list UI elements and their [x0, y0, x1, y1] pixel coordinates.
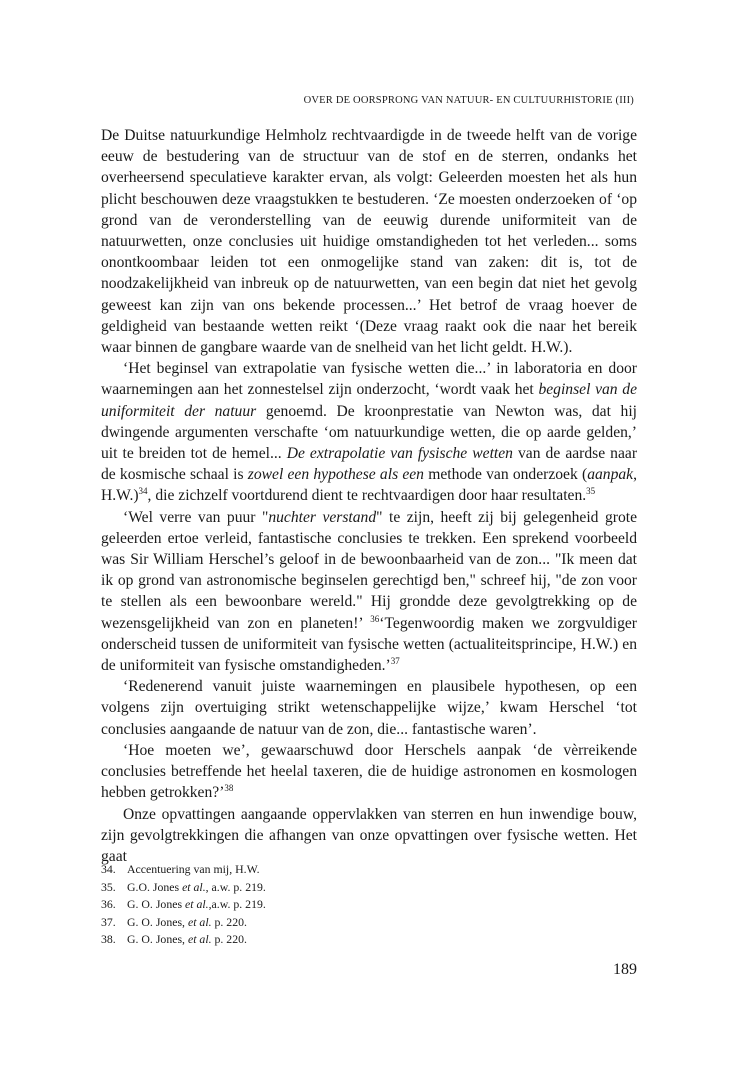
- footnote: [101, 879, 266, 897]
- text-run: " te zijn, heeft zij bij gelegenheid grote geleerden ertoe verleid, fantastische conclusies te trekken. Een sprekend voorbeeld was Sir William Herschel’s geloof in de bewoonbaarheid van de zon... "Ik meen dat ik op grond van astronomische beginselen gerechtigd ben," schreef hij, "de zon voor te stellen als een bewoonbare wereld." Hij grondde deze gevolgtrekking op de wezensgelijkheid van zon en planeten!’: [101, 508, 637, 632]
- italic-run: zowel een hypothese als een: [247, 466, 424, 484]
- text-run: , die zichzelf voortdurend dient te rechtvaardigen door haar resultaten.: [147, 487, 587, 505]
- paragraph-4: ‘Redenerend vanuit juiste waarnemingen en plausibele hypothesen, op een volgens zijn overtuiging strikt wetenschappelijke wijze,’ kwam Herschel ‘tot conclusies aangaande de natuur van de zon, die... fantastische waren’.: [101, 678, 637, 738]
- paragraph-6: Onze opvattingen aangaande oppervlakken van sterren en hun inwendige bouw, zijn gevolgtrekkingen die afhangen van onze opvattingen over fysische wetten. Het gaat: [101, 805, 637, 865]
- italic-run: aanpak: [587, 466, 634, 484]
- text-run: methode van onderzoek (: [423, 466, 588, 484]
- text-run: ‘Hoe moeten we’, gewaarschuwd door Herschels aanpak ‘de vèrreikende conclusies betreffende het heelal taxeren, die de huidige astronomen en kosmologen hebben getrokken?’: [101, 741, 637, 802]
- text-run: ‘Het beginsel van extrapolatie van fysische wetten die...’ in laboratoria en door waarnemingen aan het zonnestelsel zijn onderzocht, ‘wordt vaak het: [101, 360, 637, 399]
- footnote-text: p. 220.: [211, 914, 247, 929]
- footnote-number: 38.: [101, 932, 116, 947]
- footnote-italic: et al.: [187, 914, 212, 929]
- footnote-italic: et al.: [185, 897, 209, 912]
- footnote-number: 36.: [101, 897, 116, 912]
- footnote-ref: 36: [370, 613, 380, 624]
- footnotes: [101, 861, 266, 949]
- footnote-ref: 35: [586, 486, 596, 497]
- italic-run: De extrapolatie van fysische wetten: [286, 445, 513, 463]
- text-run: van de aardse naar de kosmische schaal is: [101, 445, 638, 484]
- footnote-number: 37.: [101, 914, 116, 929]
- footnote-ref: 38: [224, 783, 234, 794]
- footnote-number: 35.: [101, 879, 116, 894]
- footnote-text: p. 220.: [211, 932, 247, 947]
- footnote: [101, 861, 266, 879]
- footnote: [101, 914, 266, 932]
- footnote-ref: 34: [138, 486, 148, 497]
- footnote-italic: et al.: [182, 879, 206, 894]
- footnote-text: G.O. Jones: [127, 879, 183, 894]
- footnote-ref: 37: [390, 656, 400, 667]
- footnote-italic: et al.: [187, 932, 212, 947]
- text-run: , H.W.): [101, 466, 637, 505]
- italic-run: beginsel van de uniformiteit der natuur: [101, 381, 637, 420]
- footnote: [101, 896, 266, 914]
- text-run: genoemd. De kroonprestatie van Newton was, dat hij dwingende argumenten verschafte ‘om natuurkundige wetten, die op aarde gelden,’ uit te breiden tot de hemel...: [101, 402, 637, 463]
- footnote-text: , a.w. p. 219.: [205, 879, 266, 894]
- footnote: [101, 931, 266, 949]
- text-run: ‘Tegenwoordig maken we zorgvuldiger onderscheid tussen de uniformiteit van fysische wetten (actualiteitsprincipe, H.W.) en de uniformiteit van fysische omstandigheden.’: [101, 614, 637, 675]
- footnote-text: Accentuering van mij, H.W.: [127, 862, 260, 876]
- text-run: ‘Wel verre van puur ": [123, 508, 269, 526]
- footnote-text: ,a.w. p. 219.: [208, 897, 266, 912]
- footnote-text: G. O. Jones,: [127, 914, 188, 929]
- paragraph-3: [101, 507, 637, 677]
- paragraph-1: De Duitse natuurkundige Helmholz rechtvaardigde in de tweede helft van de vorige eeuw de bestudering van de structuur van de stof en de sterren, ondanks het overheersend speculatieve karakter ervan, als volgt: Geleerden moesten het als hun plicht beschouwen deze vraagstukken te bestuderen. ‘Ze moesten onderzoeken of ‘op grond van de veronderstelling van de eeuwig durende uniformiteit van de natuurwetten, onze conclusies uit huidige omstandigheden tot het verleden... soms onontkoombaar leiden tot een onmogelijke stand van zaken: dit is, tot de noodzakelijkheid van inbreuk op de natuurwetten, van een begin dat niet het gevolg geweest kan zijn van ons bekende processen...’ Het betrof de vraag hoever de geldigheid van bestaande wetten reikt ‘(Deze vraag raakt ook die naar het bereik waar binnen de gangbare waarde van de snelheid van het licht geldt. H.W.).: [101, 127, 637, 357]
- paragraph-5: [101, 740, 637, 804]
- footnote-number: 34.: [101, 862, 116, 876]
- main-text: [101, 125, 637, 867]
- italic-run: nuchter verstand: [268, 508, 377, 526]
- page-number: 189: [613, 961, 637, 978]
- footnote-text: G. O. Jones,: [127, 932, 188, 947]
- running-header: OVER DE OORSPRONG VAN NATUUR- EN CULTUURHISTORIE (III): [303, 95, 634, 106]
- paragraph-2: [101, 358, 637, 506]
- footnote-text: G. O. Jones: [127, 897, 185, 912]
